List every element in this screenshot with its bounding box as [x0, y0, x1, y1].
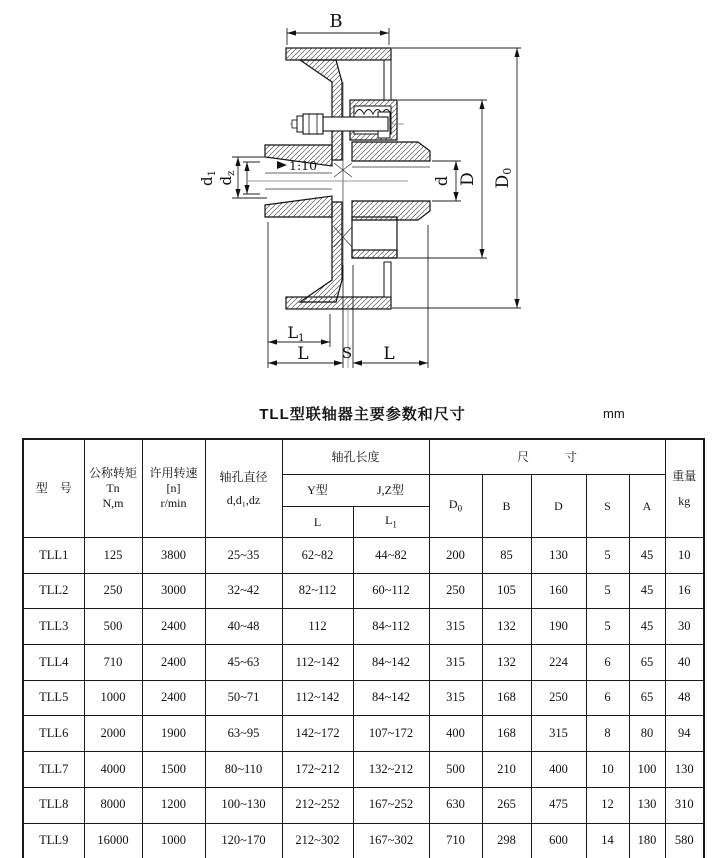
table-cell: TLL1 — [23, 538, 84, 574]
table-cell: 315 — [531, 716, 586, 752]
header-A: A — [629, 475, 665, 538]
table-cell: 12 — [586, 787, 629, 823]
table-cell: 132 — [482, 609, 531, 645]
header-weight-line2: kg — [678, 493, 691, 508]
table-cell: 475 — [531, 787, 586, 823]
table-cell: 30 — [665, 609, 704, 645]
table-cell: 94 — [665, 716, 704, 752]
header-bore-diameter — [205, 439, 282, 538]
table-cell: TLL3 — [23, 609, 84, 645]
wheel-rim-top — [286, 48, 391, 60]
table-cell: 130 — [531, 538, 586, 574]
table-cell: 3800 — [142, 538, 205, 574]
dim-label-D0: D0 — [493, 167, 514, 189]
right-hub-top — [352, 142, 430, 161]
table-cell: 45 — [629, 573, 665, 609]
header-speed — [142, 439, 205, 538]
bolt-thread-stub — [292, 120, 297, 128]
header-S: S — [586, 475, 629, 538]
table-cell: 3000 — [142, 573, 205, 609]
table-cell: 6 — [586, 680, 629, 716]
table-cell: 130 — [665, 752, 704, 788]
table-cell: 65 — [629, 645, 665, 681]
table-cell: 45~63 — [205, 645, 282, 681]
table-cell: 10 — [586, 752, 629, 788]
table-cell: 44~82 — [353, 538, 429, 574]
table-cell: 4000 — [84, 752, 142, 788]
table-cell: 224 — [531, 645, 586, 681]
header-weight-line1: 重量 — [672, 468, 697, 483]
table-cell: 1000 — [84, 680, 142, 716]
table-cell: 172~212 — [282, 752, 353, 788]
table-cell: 1200 — [142, 787, 205, 823]
table-row — [23, 787, 704, 823]
left-hub-bottom — [265, 196, 332, 217]
table-cell: 2400 — [142, 680, 205, 716]
dim-label-B: B — [329, 11, 343, 32]
table-cell: 132~212 — [353, 752, 429, 788]
table-row — [23, 645, 704, 681]
table-row — [23, 752, 704, 788]
table-cell: 32~42 — [205, 573, 282, 609]
table-cell: 60~112 — [353, 573, 429, 609]
table-cell: 6 — [586, 645, 629, 681]
table-cell: TLL5 — [23, 680, 84, 716]
table-cell: 142~172 — [282, 716, 353, 752]
table-cell: 1000 — [142, 823, 205, 858]
header-size: 尺 寸 — [429, 439, 665, 475]
table-cell: 500 — [84, 609, 142, 645]
table-cell: 400 — [429, 716, 482, 752]
table-cell: 310 — [665, 787, 704, 823]
table-cell: 62~82 — [282, 538, 353, 574]
table-cell: 168 — [482, 716, 531, 752]
table-cell: 84~142 — [353, 680, 429, 716]
header-torque-line3: N,m — [102, 496, 124, 510]
table-cell: 500 — [429, 752, 482, 788]
table-cell: TLL6 — [23, 716, 84, 752]
table-cell: 212~252 — [282, 787, 353, 823]
table-row — [23, 823, 704, 858]
table-cell: 8 — [586, 716, 629, 752]
table-cell: 2400 — [142, 645, 205, 681]
table-cell: 132 — [482, 645, 531, 681]
header-speed-line1: 许用转速 — [149, 466, 198, 480]
table-cell: 8000 — [84, 787, 142, 823]
table-cell: 100~130 — [205, 787, 282, 823]
bolt-washer — [297, 116, 303, 132]
table-cell: 1900 — [142, 716, 205, 752]
header-L: L — [282, 507, 353, 538]
taper-label: 1:10 — [289, 158, 318, 173]
table-cell: 65 — [629, 680, 665, 716]
header-jz-type: J,Z型 — [376, 483, 404, 497]
dim-label-L1: L1 — [287, 323, 305, 344]
table-cell: 84~142 — [353, 645, 429, 681]
table-cell: 315 — [429, 645, 482, 681]
table-cell: 167~252 — [353, 787, 429, 823]
table-cell: 112~142 — [282, 645, 353, 681]
table-cell: 265 — [482, 787, 531, 823]
table-cell: 210 — [482, 752, 531, 788]
wheel-lip-bottom — [384, 262, 391, 297]
header-hole-types — [282, 475, 429, 507]
header-torque — [84, 439, 142, 538]
table-cell: 250 — [531, 680, 586, 716]
header-speed-line2: [n] — [166, 481, 181, 495]
dim-label-L-left: L — [297, 344, 309, 364]
table-cell: 16 — [665, 573, 704, 609]
table-cell: 168 — [482, 680, 531, 716]
table-cell: 5 — [586, 609, 629, 645]
table-cell: 63~95 — [205, 716, 282, 752]
table-cell: 48 — [665, 680, 704, 716]
technical-drawing — [0, 0, 725, 400]
table-cell: 190 — [531, 609, 586, 645]
table-cell: 120~170 — [205, 823, 282, 858]
table-cell: 45 — [629, 609, 665, 645]
table-cell: 40~48 — [205, 609, 282, 645]
parameters-table — [22, 438, 705, 858]
unit-label: mm — [603, 406, 625, 421]
table-cell: 100 — [629, 752, 665, 788]
table-cell: TLL4 — [23, 645, 84, 681]
table-row — [23, 538, 704, 574]
dim-label-d: d — [432, 175, 451, 187]
table-cell: 112~142 — [282, 680, 353, 716]
table-cell: 5 — [586, 573, 629, 609]
header-L1: $L_1$ — [353, 507, 429, 538]
table-cell: TLL9 — [23, 823, 84, 858]
table-cell: 2400 — [142, 609, 205, 645]
table-cell: 16000 — [84, 823, 142, 858]
header-model: 型 号 — [23, 439, 84, 538]
table-cell: 107~172 — [353, 716, 429, 752]
drawing-outline — [352, 60, 397, 297]
bolt-shank — [323, 117, 388, 131]
taper-arrow-icon — [277, 161, 287, 169]
header-y-type: Y型 — [307, 483, 328, 497]
table-cell: 580 — [665, 823, 704, 858]
table-cell: 84~112 — [353, 609, 429, 645]
header-weight — [665, 439, 704, 538]
table-cell: 105 — [482, 573, 531, 609]
header-D: D — [531, 475, 586, 538]
table-cell: TLL2 — [23, 573, 84, 609]
table-cell: 315 — [429, 680, 482, 716]
header-B: B — [482, 475, 531, 538]
table-cell: 160 — [531, 573, 586, 609]
table-cell: 10 — [665, 538, 704, 574]
dim-label-D: D — [458, 172, 478, 186]
table-cell: 5 — [586, 538, 629, 574]
table-cell: 130 — [629, 787, 665, 823]
table-cell: TLL8 — [23, 787, 84, 823]
table-cell: 80~110 — [205, 752, 282, 788]
table-cell: 250 — [84, 573, 142, 609]
table-title: TLL型联轴器主要参数和尺寸 — [259, 406, 466, 423]
table-cell: 315 — [429, 609, 482, 645]
table-cell: TLL7 — [23, 752, 84, 788]
header-bore-dia-line1: 轴孔直径 — [219, 469, 268, 484]
table-cell: 82~112 — [282, 573, 353, 609]
dim-label-L-right: L — [383, 344, 395, 364]
table-cell: 45 — [629, 538, 665, 574]
table-cell: 112 — [282, 609, 353, 645]
table-cell: 200 — [429, 538, 482, 574]
header-bore-dia-line2: d,d₁,dz — [226, 492, 261, 507]
table-cell: 710 — [429, 823, 482, 858]
dimension-lines — [232, 28, 521, 368]
table-body — [23, 538, 704, 858]
table-cell: 400 — [531, 752, 586, 788]
table-cell: 25~35 — [205, 538, 282, 574]
dim-label-d1: $d_1$ — [198, 170, 218, 186]
dim-label-S: S — [341, 344, 353, 362]
table-cell: 250 — [429, 573, 482, 609]
wheel-lip-top — [384, 60, 391, 100]
table-cell: 80 — [629, 716, 665, 752]
header-bore-length: 轴孔长度 — [282, 439, 429, 475]
header-torque-line1: 公称转矩 — [88, 466, 137, 480]
drawing-geometry — [265, 48, 430, 309]
table-cell: 1500 — [142, 752, 205, 788]
right-flange-bottom-band — [352, 250, 397, 258]
table-cell: 85 — [482, 538, 531, 574]
hex-nut — [303, 114, 323, 134]
dim-label-dz: $d_z$ — [217, 170, 237, 186]
header-D0: $D_0$ — [429, 475, 482, 538]
table-cell: 125 — [84, 538, 142, 574]
table-cell: 50~71 — [205, 680, 282, 716]
table-row — [23, 573, 704, 609]
table-row — [23, 609, 704, 645]
table-row — [23, 680, 704, 716]
table-cell: 630 — [429, 787, 482, 823]
table-cell: 298 — [482, 823, 531, 858]
table-cell: 710 — [84, 645, 142, 681]
table-row — [23, 716, 704, 752]
header-torque-line2: Tn — [106, 481, 120, 495]
table-cell: 14 — [586, 823, 629, 858]
wheel-rim-bottom — [286, 297, 391, 309]
table-cell: 180 — [629, 823, 665, 858]
header-speed-line3: r/min — [160, 496, 187, 510]
table-cell: 167~302 — [353, 823, 429, 858]
table-cell: 600 — [531, 823, 586, 858]
table-cell: 40 — [665, 645, 704, 681]
table-cell: 212~302 — [282, 823, 353, 858]
table-cell: 2000 — [84, 716, 142, 752]
